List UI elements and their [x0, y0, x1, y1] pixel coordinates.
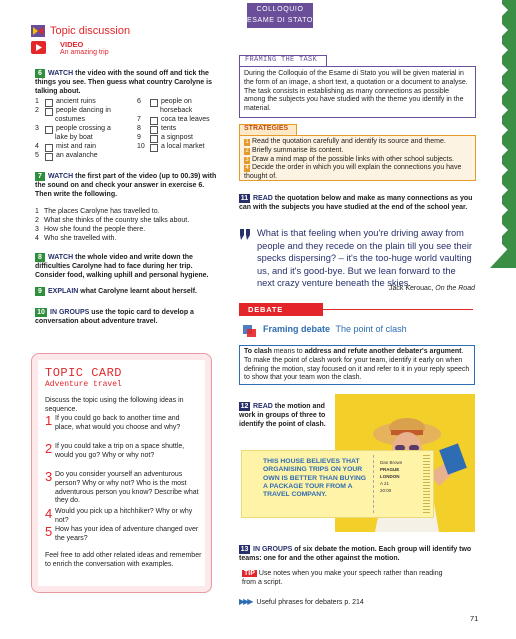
exercise-verb: READ	[253, 195, 273, 202]
topic-card-outro: Feel free to add other related ideas and remember to enrich the conversation with examples.	[45, 552, 202, 568]
checkbox[interactable]	[150, 99, 158, 107]
list-item: 10 a local market	[137, 143, 205, 151]
exercise-verb: WATCH	[48, 70, 74, 77]
checkbox[interactable]	[45, 99, 53, 107]
checkbox[interactable]	[150, 144, 158, 152]
tip-box	[242, 570, 452, 588]
video-label: VIDEO	[60, 40, 84, 49]
exercise-verb: READ	[253, 403, 273, 410]
exercise-number: 7	[35, 172, 45, 181]
page-number: 71	[470, 614, 479, 623]
exercise-verb: WATCH	[48, 173, 74, 180]
motion-text: THIS HOUSE BELIEVES THAT ORGANISING TRIPS ON YOUR OWN IS BETTER THAN BUYING A PACKAGE TOUR FROM A TRAVEL COMPANY.	[263, 458, 367, 499]
exercise-number: 6	[35, 69, 45, 78]
list-item: 7 coca tea leaves	[137, 116, 210, 124]
section-title: Topic discussion	[50, 25, 131, 37]
decorative-border	[490, 0, 516, 268]
exercise-9	[35, 287, 217, 297]
colloquio-line1: COLLOQUIO	[256, 6, 304, 13]
list-item: 2 people dancing in	[35, 107, 111, 115]
list-item: 8 tents	[137, 125, 177, 133]
strategies-title: STRATEGIES	[244, 125, 289, 132]
exercise-11	[239, 194, 479, 213]
section-icon	[31, 25, 45, 37]
ticket-divider	[373, 455, 375, 513]
list-item: 4 Decide the order in which you will explain the connections you have thought of.	[244, 164, 462, 180]
checkbox[interactable]	[150, 135, 158, 143]
exercise-text: the first part of the video (up to 00.39) with the sound on and check your answer in exercise 6. Then write the following.	[35, 173, 217, 198]
exercise-7	[35, 172, 217, 199]
topic-card-list	[45, 415, 200, 546]
colloquio-badge	[247, 3, 313, 28]
exercise-text: the whole video and write down the difficulties Carolyne had to face during her trip. Consider food, walking uphill and personal hygiene.	[35, 254, 209, 279]
list-item: 3 Do you consider yourself an adventurous person? Why or why not? Who is the most adventurous person you know? Describe what they do.	[45, 469, 199, 505]
debate-icon	[243, 325, 256, 337]
exercise-verb: IN GROUPS	[253, 546, 293, 553]
checkbox[interactable]	[45, 153, 53, 161]
list-item: 6 people on	[137, 98, 192, 106]
list-item: 4 Who she travelled with.	[35, 235, 117, 242]
list-item: 5 How has your idea of adventure changed over the years?	[45, 524, 199, 542]
quote-attribution: Jack Kerouac, On the Road	[388, 285, 475, 292]
exercise-verb: WATCH	[48, 254, 74, 261]
strategies-box	[239, 135, 476, 181]
exercise-10	[35, 308, 217, 327]
debate-rule	[323, 309, 473, 310]
checkbox[interactable]	[150, 117, 158, 125]
ticket-stub: Dan Brown PRAGUE LONDON A 21 20:00	[380, 460, 403, 493]
ticket-stripe	[423, 455, 430, 513]
numbered-list	[35, 208, 217, 244]
exercise-number: 8	[35, 253, 45, 262]
play-icon[interactable]	[31, 41, 46, 54]
motion-ticket	[241, 450, 434, 518]
topic-card	[31, 353, 212, 593]
framing-text: During the Colloquio of the Esame di Stato you will be given material in the form of an image, a short text, a quotation or a document to analyse. The task consists in establishing as many connections as possible among the subjects you have studied with the theme you identify in the material.	[239, 66, 476, 118]
topic-card-intro: Discuss the topic using the following ideas in sequence.	[45, 397, 184, 413]
debate-banner: DEBATE TRAINING	[239, 303, 323, 316]
list-item: 3 How she found the people there.	[35, 226, 146, 233]
exercise-13	[239, 545, 477, 564]
exercise-text: use the topic card to develop a conversation about adventure travel.	[35, 309, 194, 325]
framing-title: FRAMING THE TASK	[245, 56, 318, 64]
list-item: horseback	[160, 107, 193, 115]
list-item: 1 Read the quotation carefully and identify its source and theme.	[245, 138, 446, 145]
checklist-left	[35, 98, 130, 161]
exercise-number: 11	[240, 195, 249, 202]
exercise-6	[35, 69, 215, 96]
list-item: 3 Draw a mind map of the possible links with other school subjects.	[245, 155, 454, 163]
exercise-number: 9	[35, 287, 45, 296]
checklist-right	[137, 98, 222, 152]
topic-card-subtitle: Adventure travel	[45, 380, 122, 389]
list-item: 1 The places Carolyne has travelled to.	[35, 208, 160, 215]
colloquio-line2: ESAME DI STATO	[247, 17, 313, 24]
useful-phrases-link[interactable]: ▶▶▶ Useful phrases for debaters p. 214	[239, 597, 364, 606]
clash-definition-box: To clash means to address and refute another debater's argument. To make the point of clash work for your team, identify it early on when defining the motion, stay focused on it and refer to it in your reply speech to show that your team won the clash.	[239, 345, 475, 385]
list-item: lake by boat	[55, 134, 93, 142]
exercise-text: of six debate the motion. Each group will identify two teams: one for and the other against the motion.	[239, 546, 472, 562]
checkbox[interactable]	[45, 108, 53, 116]
exercise-text: the video with the sound off and tick the things you see. Then guess what country Carolyne is talking about.	[35, 70, 212, 95]
list-item: 2 If you could take a trip on a space shuttle, would you go? Why or why not?	[45, 441, 185, 459]
list-item: 4 mist and rain	[35, 143, 97, 151]
exercise-text: what Carolyne learnt about herself.	[80, 288, 197, 295]
quote-text: What is that feeling when you're driving away from people and they recede on the plain till you see their specks dispersing? – it's the too-huge world vaulting us, and it's good-bye. But we lean forward to the next crazy venture beneath the skies.	[257, 228, 473, 288]
list-item: 1 If you could go back to another time and place, what would you choose and why?	[45, 413, 181, 431]
topic-card-title: TOPIC CARD	[45, 366, 123, 380]
exercise-verb: EXPLAIN	[48, 288, 79, 295]
checkbox[interactable]	[45, 126, 53, 134]
exercise-number: 12	[240, 403, 249, 410]
list-item: 4 Would you pick up a hitchhiker? Why or why not?	[45, 506, 193, 524]
checkbox[interactable]	[45, 144, 53, 152]
list-item: 2 Briefly summarise its content.	[245, 146, 344, 154]
video-subtitle: An amazing trip	[60, 49, 109, 56]
tip-label: TIP	[244, 570, 255, 577]
exercise-12	[239, 402, 334, 429]
list-item: 1 ancient ruins	[35, 98, 96, 106]
topic-card-body	[38, 360, 205, 586]
checkbox[interactable]	[150, 126, 158, 134]
exercise-number: 10	[35, 308, 47, 317]
list-item: 9 a signpost	[137, 134, 193, 142]
exercise-text: the quotation below and make as many connections as you can with the subjects you have studied at the end of the school year.	[239, 195, 473, 211]
exercise-8	[35, 253, 217, 280]
exercise-text: the motion and work in groups of three to identify the point of clash.	[239, 403, 326, 428]
list-item: costumes	[55, 116, 85, 124]
quote-mark-icon	[240, 229, 251, 241]
exercise-number: 13	[240, 546, 249, 553]
triple-arrow-icon: ▶▶▶	[239, 597, 252, 606]
list-item: 3 people crossing a	[35, 125, 111, 133]
list-item: 2 What she thinks of the country she talks about.	[35, 217, 190, 224]
list-item: 5 an avalanche	[35, 152, 98, 160]
exercise-verb: IN GROUPS	[50, 309, 90, 316]
debate-title: Framing debate The point of clash	[263, 324, 407, 334]
tip-text: Use notes when you make your speech rather than reading from a script.	[242, 570, 443, 586]
